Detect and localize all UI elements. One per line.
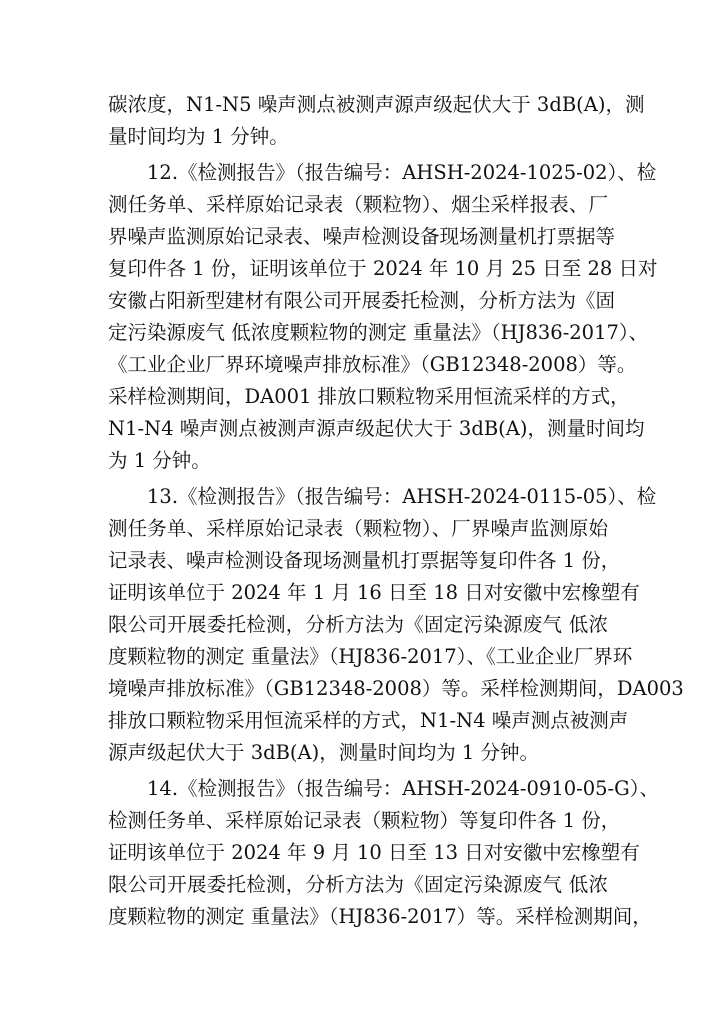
text-line: 限公司开展委托检测，分析方法为《固定污染源废气 低浓 bbox=[108, 873, 608, 896]
text-line: 检测任务单、采样原始记录表（颗粒物）等复印件各 1 份， bbox=[108, 809, 621, 832]
text-line: N1-N4 噪声测点被测声源声级起伏大于 3dB(A)，测量时间均 bbox=[108, 417, 645, 440]
text-line: 排放口颗粒物采用恒流采样的方式，N1-N4 噪声测点被测声 bbox=[108, 709, 629, 732]
text-line: 测任务单、采样原始记录表（颗粒物）、厂界噪声监测原始 bbox=[108, 517, 608, 540]
text-line: 证明该单位于 2024 年 1 月 16 日至 18 日对安徽中宏橡塑有 bbox=[108, 581, 640, 604]
text-line: 碳浓度，N1-N5 噪声测点被测声源声级起伏大于 3dB(A)，测 bbox=[108, 93, 645, 116]
text-line: 源声级起伏大于 3dB(A)，测量时间均为 1 分钟。 bbox=[108, 741, 540, 764]
text-line: 《工业企业厂界环境噪声排放标准》（GB12348-2008）等。 bbox=[108, 353, 637, 376]
text-line: 测任务单、采样原始记录表（颗粒物）、烟尘采样报表、厂 bbox=[108, 193, 608, 216]
text-line: 度颗粒物的测定 重量法》（HJ836-2017）、《工业企业厂界环 bbox=[108, 645, 633, 668]
text-line: 限公司开展委托检测，分析方法为《固定污染源废气 低浓 bbox=[108, 613, 608, 636]
paragraph-14-first-line: 14.《检测报告》（报告编号：AHSH-2024-0910-05-G）、 bbox=[147, 777, 659, 800]
text-line: 为 1 分钟。 bbox=[108, 449, 211, 472]
text-line: 记录表、噪声检测设备现场测量机打票据等复印件各 1 份， bbox=[108, 549, 621, 572]
text-line: 定污染源废气 低浓度颗粒物的测定 重量法》（HJ836-2017）、 bbox=[108, 321, 649, 344]
paragraph-12-first-line: 12.《检测报告》（报告编号：AHSH-2024-1025-02）、检 bbox=[147, 161, 657, 184]
text-line: 量时间均为 1 分钟。 bbox=[108, 125, 289, 148]
text-line: 复印件各 1 份，证明该单位于 2024 年 10 月 25 日至 28 日对 bbox=[108, 257, 658, 280]
text-line: 界噪声监测原始记录表、噪声检测设备现场测量机打票据等 bbox=[108, 225, 616, 248]
text-line: 证明该单位于 2024 年 9 月 10 日至 13 日对安徽中宏橡塑有 bbox=[108, 841, 640, 864]
paragraph-13-first-line: 13.《检测报告》（报告编号：AHSH-2024-0115-05）、检 bbox=[147, 485, 657, 508]
text-line: 安徽占阳新型建材有限公司开展委托检测，分析方法为《固 bbox=[108, 289, 616, 312]
text-line: 境噪声排放标准》（GB12348-2008）等。采样检测期间，DA003 bbox=[108, 677, 684, 700]
text-line: 度颗粒物的测定 重量法》（HJ836-2017）等。采样检测期间， bbox=[108, 905, 652, 928]
text-line: 采样检测期间，DA001 排放口颗粒物采用恒流采样的方式， bbox=[108, 385, 630, 408]
